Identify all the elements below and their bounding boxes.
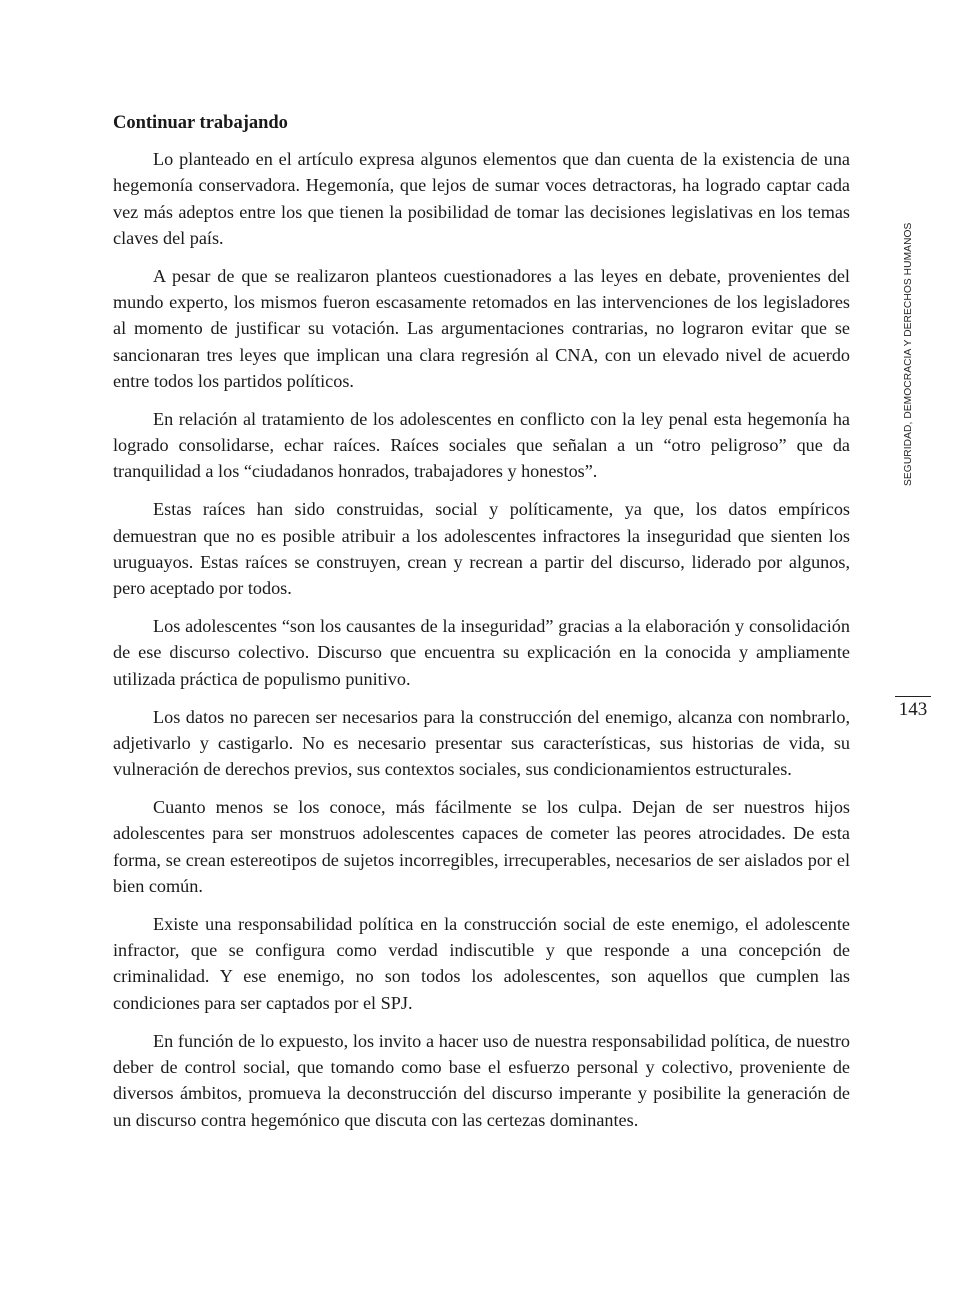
body-paragraph: Los datos no parecen ser necesarios para la construcción del enemigo, alcanza con nombrarlo, adjetivarlo y castigarlo. No es necesario presentar sus características, sus historias de vida, su vulneración de derechos previos, sus contextos sociales, sus condicionamientos estructurales.	[113, 706, 850, 780]
running-head: SEGURIDAD, DEMOCRACIA Y DERECHOS HUMANOS	[903, 222, 914, 486]
body-paragraph: Cuanto menos se los conoce, más fácilmente se los culpa. Dejan de ser nuestros hijos adolescentes para ser monstruos adolescentes capaces de cometer las peores atrocidades. De esta forma, se crean estereotipos de sujetos incorregibles, irrecuperables, necesarios de ser aislados por el bien común.	[113, 797, 850, 896]
body-paragraph: Existe una responsabilidad política en la construcción social de este enemigo, el adolescente infractor, que se configura como verdad indiscutible y que responde a una concepción de criminalidad. Y ese enemigo, no son todos los adolescentes, son aquellos que cumplen las condiciones para ser captados por el SPJ.	[113, 913, 850, 1013]
body-paragraph: En relación al tratamiento de los adolescentes en conflicto con la ley penal esta hegemonía ha logrado consolidarse, echar raíces. Raíces sociales que señalan a un “otro peligroso” que da tranquilidad a los “ciudadanos honrados, trabajadores y honestos”.	[113, 408, 850, 482]
body-paragraph: Estas raíces han sido construidas, social y políticamente, ya que, los datos empíricos demuestran que no es posible atribuir a los adolescentes infractores la inseguridad que sienten los uruguayos. Estas raíces se construyen, crean y recrean a partir del discurso, liderado por algunos, pero aceptado por todos.	[113, 499, 850, 599]
page-number: 143	[898, 699, 928, 720]
body-paragraph: A pesar de que se realizaron planteos cuestionadores a las leyes en debate, provenientes del mundo experto, los mismos fueron escasamente retomados en las intervenciones de los legisladores al momento de justificar su votación. Las argumentaciones contrarias, no lograron evitar que se sancionaran tres leyes que implican una clara regresión al CNA, con un elevado nivel de acuerdo entre todos los partidos políticos.	[113, 265, 850, 391]
section-heading: Continuar trabajando	[113, 113, 288, 133]
main-text-block	[113, 110, 850, 1144]
page-number-rule	[895, 696, 931, 697]
body-paragraph: En función de lo expuesto, los invito a hacer uso de nuestra responsabilidad política, de nuestro deber de control social, que tomando como base el esfuerzo personal y colectivo, proveniente de diversos ámbitos, promueva la deconstrucción del discurso imperante y posibilite la generación de un discurso contra hegemónico que discuta con las certezas dominantes.	[113, 1030, 850, 1130]
body-paragraph: Lo planteado en el artículo expresa algunos elementos que dan cuenta de la existencia de una hegemonía conservadora. Hegemonía, que lejos de sumar voces detractoras, ha logrado captar cada vez más adeptos entre los que tienen la posibilidad de tomar las decisiones legislativas en los temas claves del país.	[113, 149, 850, 248]
body-paragraph: Los adolescentes “son los causantes de la inseguridad” gracias a la elaboración y consolidación de ese discurso colectivo. Discurso que encuentra su explicación en la conocida y ampliamente utilizada práctica de populismo punitivo.	[113, 616, 850, 689]
